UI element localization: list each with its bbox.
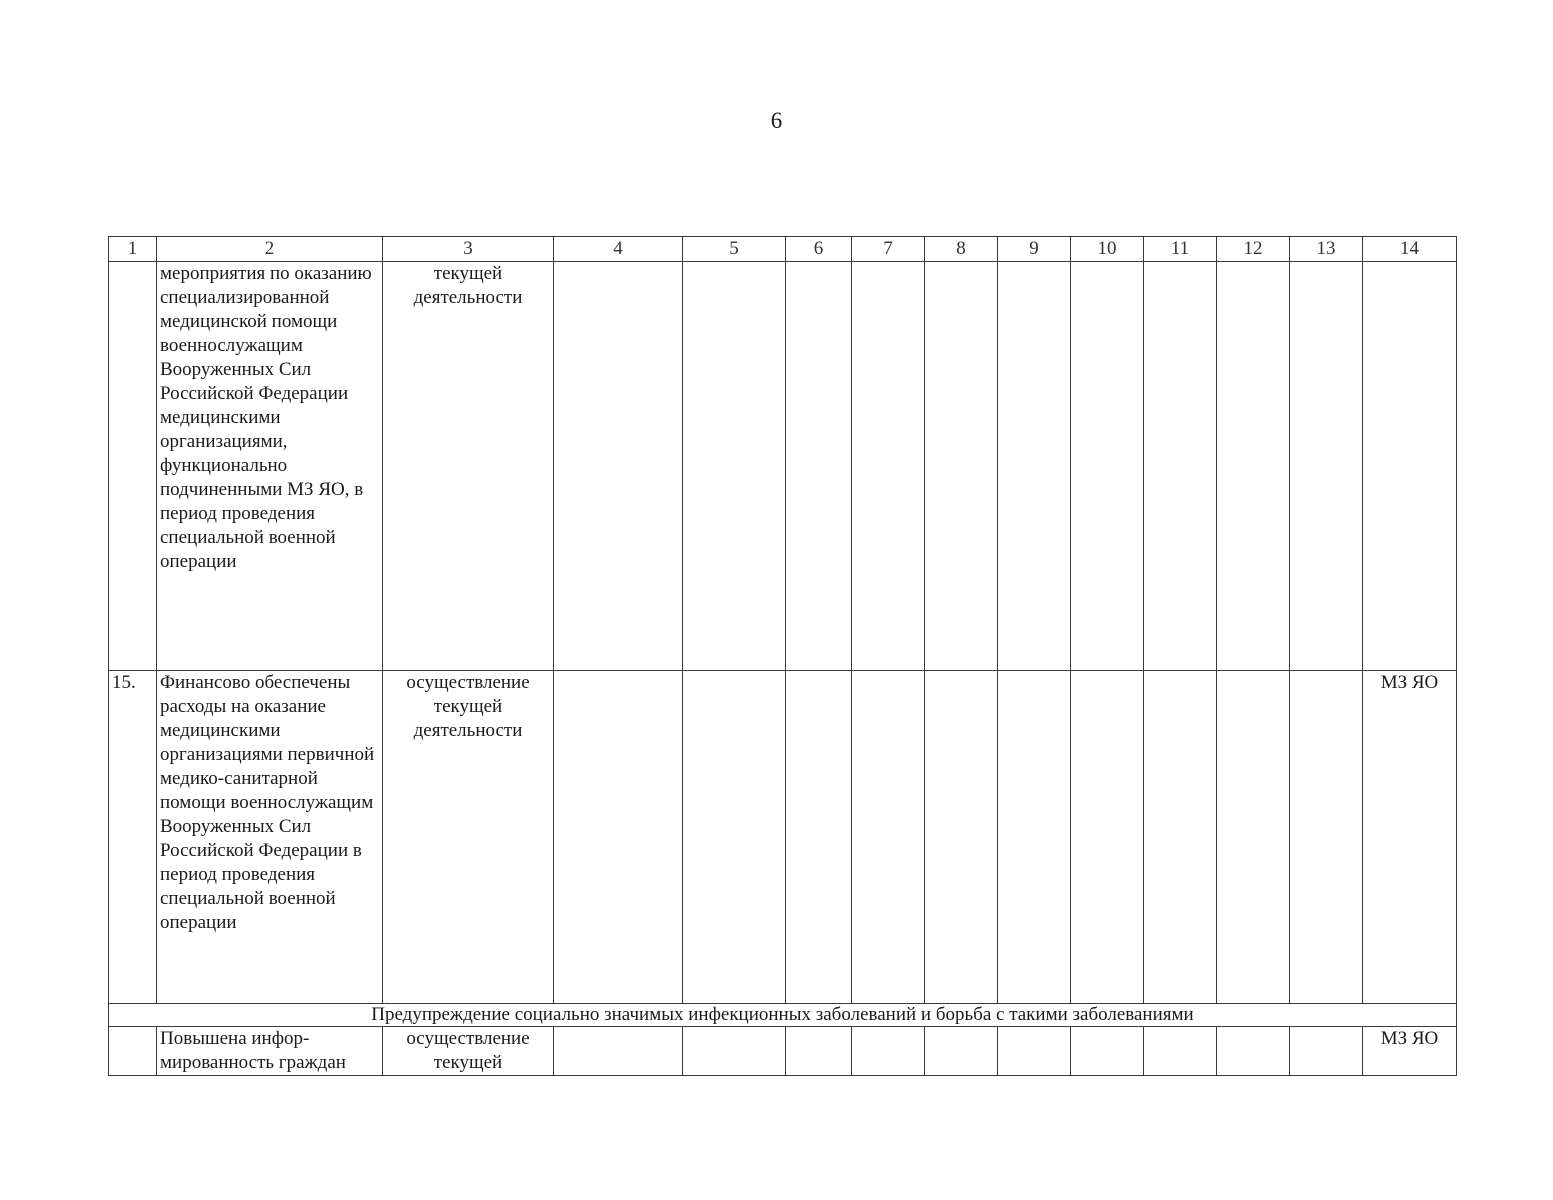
empty-cell — [786, 262, 852, 671]
empty-cell — [683, 262, 786, 671]
row-number — [109, 262, 157, 671]
funding-source: осуществление текущей деятельности — [383, 671, 554, 1004]
column-number: 6 — [786, 237, 852, 262]
section-row — [109, 1004, 1457, 1027]
funding-source: осуществление текущей — [383, 1027, 554, 1076]
empty-cell — [925, 1027, 998, 1076]
column-number: 9 — [998, 237, 1071, 262]
section-title: Предупреждение социально значимых инфекционных заболеваний и борьба с такими заболеваниями — [109, 1004, 1457, 1027]
column-number: 5 — [683, 237, 786, 262]
table-row — [109, 262, 1457, 671]
empty-cell — [1071, 671, 1144, 1004]
empty-cell — [1217, 671, 1290, 1004]
table-row — [109, 671, 1457, 1004]
empty-cell — [925, 262, 998, 671]
empty-cell — [1071, 1027, 1144, 1076]
column-number: 3 — [383, 237, 554, 262]
empty-cell — [925, 671, 998, 1004]
empty-cell — [1071, 262, 1144, 671]
empty-cell — [1217, 1027, 1290, 1076]
column-number: 4 — [554, 237, 683, 262]
executor — [1363, 262, 1457, 671]
empty-cell — [998, 262, 1071, 671]
column-number: 7 — [852, 237, 925, 262]
measures-table — [108, 236, 1457, 1076]
empty-cell — [1144, 262, 1217, 671]
column-number: 8 — [925, 237, 998, 262]
empty-cell — [852, 262, 925, 671]
empty-cell — [554, 1027, 683, 1076]
funding-source: текущей деятельности — [383, 262, 554, 671]
empty-cell — [786, 671, 852, 1004]
executor: МЗ ЯО — [1363, 1027, 1457, 1076]
column-number: 10 — [1071, 237, 1144, 262]
empty-cell — [1290, 671, 1363, 1004]
empty-cell — [1290, 262, 1363, 671]
empty-cell — [852, 1027, 925, 1076]
empty-cell — [998, 671, 1071, 1004]
empty-cell — [554, 262, 683, 671]
empty-cell — [683, 671, 786, 1004]
column-number: 12 — [1217, 237, 1290, 262]
empty-cell — [786, 1027, 852, 1076]
executor: МЗ ЯО — [1363, 671, 1457, 1004]
column-number: 14 — [1363, 237, 1457, 262]
row-number: 15. — [109, 671, 157, 1004]
empty-cell — [683, 1027, 786, 1076]
measure-name: Финансово обеспечены расходы на оказание медицинскими организациями первичной медико-санитарной помощи военнослужащим Вооруженных Сил Российской Федерации в период проведения специальной военной операции — [157, 671, 383, 1004]
table-row — [109, 1027, 1457, 1076]
column-number: 11 — [1144, 237, 1217, 262]
empty-cell — [852, 671, 925, 1004]
measure-name: Повышена инфор-мированность граждан — [157, 1027, 383, 1076]
page-number: 6 — [770, 108, 783, 133]
empty-cell — [554, 671, 683, 1004]
empty-cell — [1144, 1027, 1217, 1076]
column-number: 2 — [157, 237, 383, 262]
column-number-row — [109, 237, 1457, 262]
column-number: 1 — [109, 237, 157, 262]
row-number — [109, 1027, 157, 1076]
empty-cell — [1144, 671, 1217, 1004]
empty-cell — [1290, 1027, 1363, 1076]
empty-cell — [998, 1027, 1071, 1076]
measure-name: мероприятия по оказанию специализированной медицинской помощи военнослужащим Вооруженных Сил Российской Федерации медицинскими организациями, функционально подчиненными МЗ ЯО, в период проведения специальной военной операции — [157, 262, 383, 671]
column-number: 13 — [1290, 237, 1363, 262]
empty-cell — [1217, 262, 1290, 671]
